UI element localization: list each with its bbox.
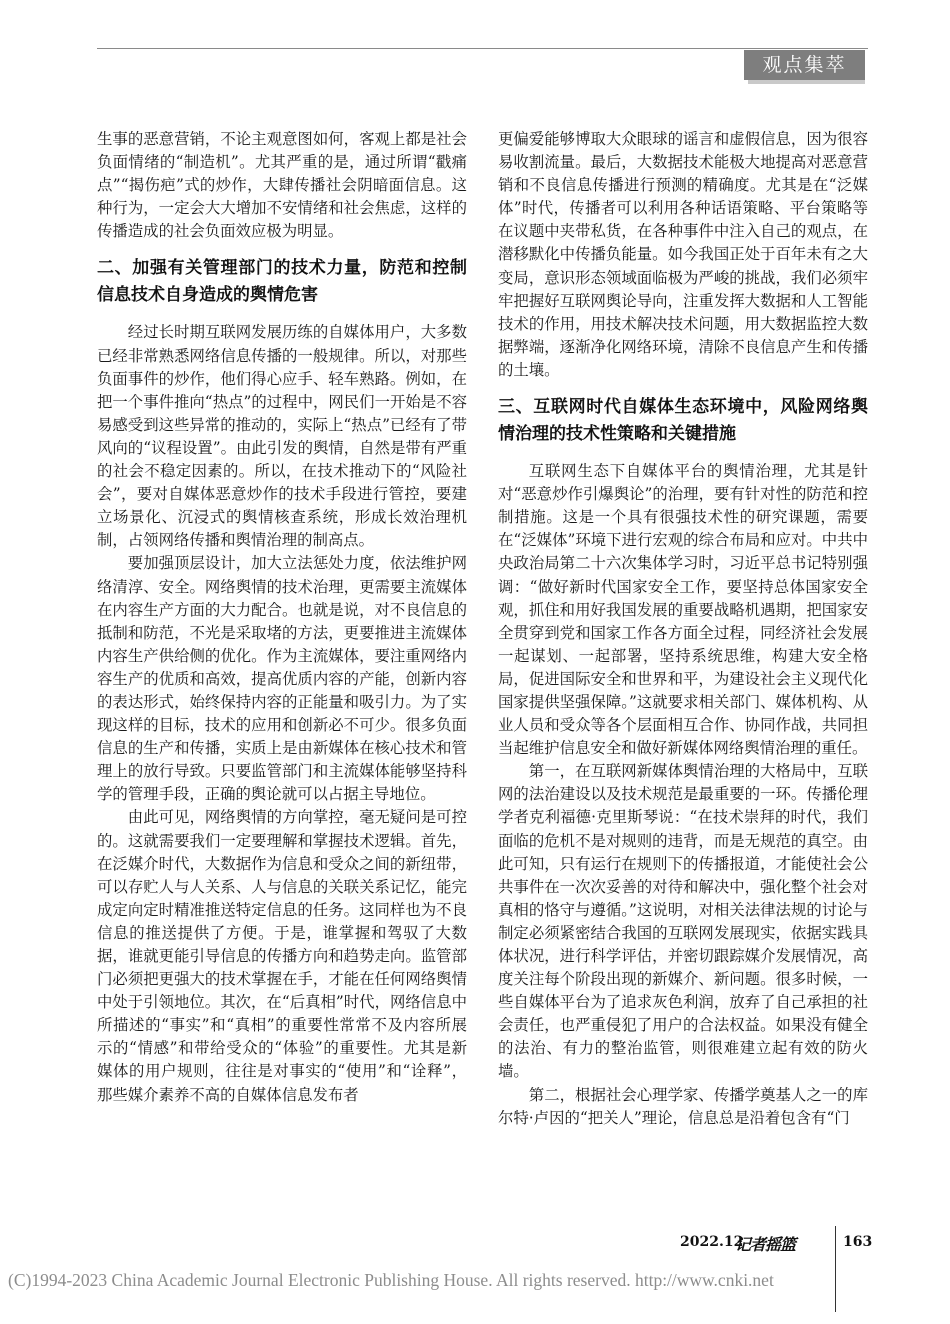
journal-logo: 记者摇篮 — [735, 1235, 796, 1254]
paragraph-intro: 生事的恶意营销，不论主观意图如何，客观上都是社会负面情绪的“制造机”。尤其严重的是，通过所谓“戳痛点”“揭伤疤”式的炒作，大肆传播社会阴暗面信息。这种行为，一定会大大增加不安情绪和社会焦虑，这样的传播造成的社会负面效应极为明显。 — [97, 130, 467, 241]
paragraph-continued: 更偏爱能够博取大众眼球的谣言和虚假信息，因为很容易收割流量。最后，大数据技术能极大地提高对恶意营销和不良信息传播进行预测的精确度。尤其是在“泛媒体”时代，传播者可以利用各种话语策略、平台策略等在议题中夹带私货，在各种事件中注入自己的观点，在潜移默化中传播负能量。如今我国正处于百年未有之大变局，意识形态领域面临极为严峻的挑战，我们必须牢牢把握好互联网舆论导向，注重发挥大数据和人工智能技术的作用，用技术解决技术问题，用大数据监控大数据弊端，逐渐净化网络环境，清除不良信息产生和传播的土壤。 — [498, 130, 868, 379]
paragraph: 第一，在互联网新媒体舆情治理的大格局中，互联网的法治建设以及技术规范是最重要的一环。传播伦理学者克利福德·克里斯琴说：“在技术崇拜的时代，我们面临的危机不是对规则的违背，而是无规范的真空。由此可知，只有运行在规则下的传播报道，才能使社会公共事件在一次次妥善的对待和解决中，强化整个社会对真相的恪守与遵循。”这说明，对相关法律法规的讨论与制定必须紧密结合我国的互联网发展现实，依据实践具体状况，进行科学评估，并密切跟踪媒介发展情况，高度关注每个阶段出现的新媒介、新问题。很多时候，一些自媒体平台为了追求灰色利润，放弃了自己承担的社会责任，也严重侵犯了用户的合法权益。如果没有健全的法治、有力的整治监管，则很难建立起有效的防火墙。 — [498, 762, 868, 1081]
paragraph: 由此可见，网络舆情的方向掌控，毫无疑问是可控的。这就需要我们一定要理解和掌握技术逻辑。首先，在泛媒介时代，大数据作为信息和受众之间的新纽带，可以存贮人与人关系、人与信息的关联关系记忆，能完成定向定时精准推送特定信息的任务。这同样也为不良信息的推送提供了方便。于是，谁掌握和驾驭了大数据，谁就更能引导信息的传播方向和趋势走向。监管部门必须把更强大的技术掌握在手，才能在任何网络舆情中处于引领地位。其次，在“后真相”时代，网络信息中所描述的“事实”和“真相”的重要性常常不及内容所展示的“情感”和带给受众的“体验”的重要性。尤其是新媒体的用户规则，往往是对事实的“使用”和“诠释”，那些媒介素养不高的自媒体信息发布者 — [97, 808, 467, 1104]
footer-divider — [835, 1226, 836, 1312]
issue-date: 2022.12 — [680, 1234, 744, 1250]
right-column — [498, 128, 868, 1130]
copyright-watermark: (C)1994-2023 China Academic Journal Electronic Publishing House. All rights reserved. http://www.cnki.net — [8, 1270, 774, 1290]
left-column — [97, 128, 467, 1107]
paragraph: 要加强顶层设计，加大立法惩处力度，依法维护网络清淳、安全。网络舆情的技术治理，更需要主流媒体在内容生产方面的大力配合。也就是说，对不良信息的抵制和防范，不光是采取堵的方法，更要推进主流媒体内容生产供给侧的优化。作为主流媒体，要注重网络内容生产的优质和高效，提高优质内容的产能，创新内容的表达形式，始终保持内容的正能量和吸引力。为了实现这样的目标，技术的应用和创新必不可少。很多负面信息的生产和传播，实质上是由新媒体在核心技术和管理上的放行导致。只要监管部门和主流媒体能够坚持科学的管理手段，正确的舆论就可以占据主导地位。 — [97, 554, 467, 804]
section-tag: 观点集萃 — [744, 50, 865, 80]
paragraph: 经过长时期互联网发展历练的自媒体用户，大多数已经非常熟悉网络信息传播的一般规律。所以，对那些负面事件的炒作，他们得心应手、轻车熟路。例如，在把一个事件推向“热点”的过程中，网民们一开始是不容易感受到这些异常的推动的，实际上“热点”已经有了带风向的“议程设置”。由此引发的舆情，自然是带有严重的社会不稳定因素的。所以，在技术推动下的“风险社会”，要对自媒体恶意炒作的技术手段进行管控，要建立场景化、沉浸式的舆情核查系统，形成长效治理机制，占领网络传播和舆情治理的制高点。 — [97, 323, 467, 550]
section-heading-2: 二、加强有关管理部门的技术力量，防范和控制信息技术自身造成的舆情危害 — [97, 258, 467, 306]
top-rule — [97, 48, 868, 49]
section-heading-3: 三、互联网时代自媒体生态环境中，风险网络舆情治理的技术性策略和关键措施 — [498, 397, 868, 445]
page-number: 163 — [843, 1234, 873, 1250]
paragraph: 第二，根据社会心理学家、传播学奠基人之一的库尔特·卢因的“把关人”理论，信息总是沿着包含有“门 — [498, 1085, 868, 1127]
section-tag-shadow — [748, 80, 865, 84]
paragraph: 互联网生态下自媒体平台的舆情治理，尤其是针对“恶意炒作引爆舆论”的治理，要有针对性的防范和控制措施。这是一个具有很强技术性的研究课题，需要在“泛媒体”环境下进行宏观的综合布局和应对。中共中央政治局第二十六次集体学习时，习近平总书记特别强调：“做好新时代国家安全工作，要坚持总体国家安全观，抓住和用好我国发展的重要战略机遇期，把国家安全贯穿到党和国家工作各方面全过程，同经济社会发展一起谋划、一起部署，坚持系统思维，构建大安全格局，促进国际安全和世界和平，为建设社会主义现代化国家提供坚强保障。”这就要求相关部门、媒体机构、从业人员和受众等各个层面相互合作、协同作战，共同担当起维护信息安全和做好新媒体网络舆情治理的重任。 — [498, 462, 868, 758]
